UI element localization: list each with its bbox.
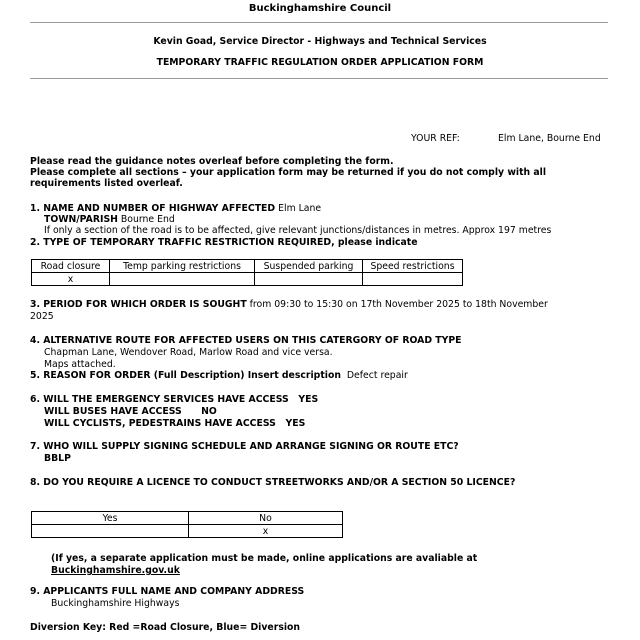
- section-6-cyclists: [44, 418, 305, 429]
- town-parish-value: Bourne End: [120, 214, 175, 225]
- header-divider-bottom: [30, 78, 608, 79]
- table-header-cell: Temp parking restrictions: [110, 260, 255, 273]
- section-6-emergency: [30, 394, 318, 405]
- diversion-key: Diversion Key: Red =Road Closure, Blue= Diversion: [30, 622, 301, 633]
- section-9-value: Buckinghamshire Highways: [51, 598, 180, 609]
- table-header-cell: No: [189, 512, 343, 525]
- section-2-heading: 2. TYPE OF TEMPORARY TRAFFIC RESTRICTION REQUIRED, please indicate: [30, 237, 418, 248]
- table-header-row: [32, 512, 343, 525]
- section-3-heading: 3. PERIOD FOR WHICH ORDER IS SOUGHT: [30, 299, 247, 310]
- buckinghamshire-link[interactable]: Buckinghamshire.gov.uk: [51, 565, 180, 576]
- section-9-heading: 9. APPLICANTS FULL NAME AND COMPANY ADDRESS: [30, 586, 305, 597]
- section-3-value: from 09:30 to 15:30 on 17th November 2025 to 18th November: [249, 299, 548, 310]
- table-row: [32, 273, 463, 286]
- cyclists-question: WILL CYCLISTS, PEDESTRAINS HAVE ACCESS: [44, 418, 276, 429]
- intro-line-1: Please read the guidance notes overleaf before completing the form.: [30, 156, 394, 167]
- table-header-cell: Yes: [32, 512, 189, 525]
- table-cell: [110, 273, 255, 286]
- form-title: TEMPORARY TRAFFIC REGULATION ORDER APPLICATION FORM: [156, 57, 484, 68]
- table-cell: [255, 273, 363, 286]
- section-4-heading: 4. ALTERNATIVE ROUTE FOR AFFECTED USERS ON THIS CATERGORY OF ROAD TYPE: [30, 335, 462, 346]
- section-5-value: Defect repair: [346, 370, 408, 381]
- section-7-value: BBLP: [44, 453, 71, 464]
- buses-question: WILL BUSES HAVE ACCESS: [44, 406, 182, 417]
- section-8-heading: 8. DO YOU REQUIRE A LICENCE TO CONDUCT STREETWORKS AND/OR A SECTION 50 LICENCE?: [30, 477, 516, 488]
- intro-line-3: requirements listed overleaf.: [30, 178, 183, 189]
- table-cell: [32, 525, 189, 538]
- table-header-cell: Road closure: [32, 260, 110, 273]
- table-cell: [363, 273, 463, 286]
- emergency-question: 6. WILL THE EMERGENCY SERVICES HAVE ACCESS: [30, 394, 289, 405]
- restriction-type-table: [31, 259, 463, 286]
- section-4-maps: Maps attached.: [44, 359, 116, 370]
- table-header-cell: Speed restrictions: [363, 260, 463, 273]
- town-parish-label: TOWN/PARISH: [44, 214, 118, 225]
- section-4-route: Chapman Lane, Wendover Road, Marlow Road and vice versa.: [44, 347, 333, 358]
- section-1-value: Elm Lane: [278, 203, 322, 214]
- ref-label: YOUR REF:: [411, 133, 460, 144]
- section-1-note: If only a section of the road is to be affected, give relevant junctions/distances in metres. Approx 197 metres: [44, 225, 552, 236]
- section-1: [30, 203, 321, 214]
- town-parish: [44, 214, 175, 225]
- ref-value: Elm Lane, Bourne End: [498, 133, 601, 144]
- section-6-buses: [44, 406, 217, 417]
- director-line: Kevin Goad, Service Director - Highways and Technical Services: [153, 36, 487, 47]
- council-name: Buckinghamshire Council: [248, 3, 392, 14]
- section-3: [30, 299, 548, 310]
- section-3-value-cont: 2025: [30, 311, 54, 322]
- header-divider-top: [30, 22, 608, 23]
- buses-answer: NO: [201, 406, 217, 417]
- section-5-heading: 5. REASON FOR ORDER (Full Description) Insert description: [30, 370, 341, 381]
- cyclists-answer: YES: [285, 418, 306, 429]
- table-cell: x: [189, 525, 343, 538]
- table-header-row: [32, 260, 463, 273]
- section-1-heading: 1. NAME AND NUMBER OF HIGHWAY AFFECTED: [30, 203, 276, 214]
- table-row: [32, 525, 343, 538]
- emergency-answer: YES: [298, 394, 319, 405]
- section-8-note: (If yes, a separate application must be made, online applications are avaliable at: [51, 553, 478, 564]
- section-5: [30, 370, 408, 381]
- section-7-heading: 7. WHO WILL SUPPLY SIGNING SCHEDULE AND ARRANGE SIGNING OR ROUTE ETC?: [30, 441, 459, 452]
- table-cell: x: [32, 273, 110, 286]
- intro-line-2: Please complete all sections – your application form may be returned if you do not comply with all: [30, 167, 547, 178]
- licence-table: [31, 511, 343, 538]
- table-header-cell: Suspended parking: [255, 260, 363, 273]
